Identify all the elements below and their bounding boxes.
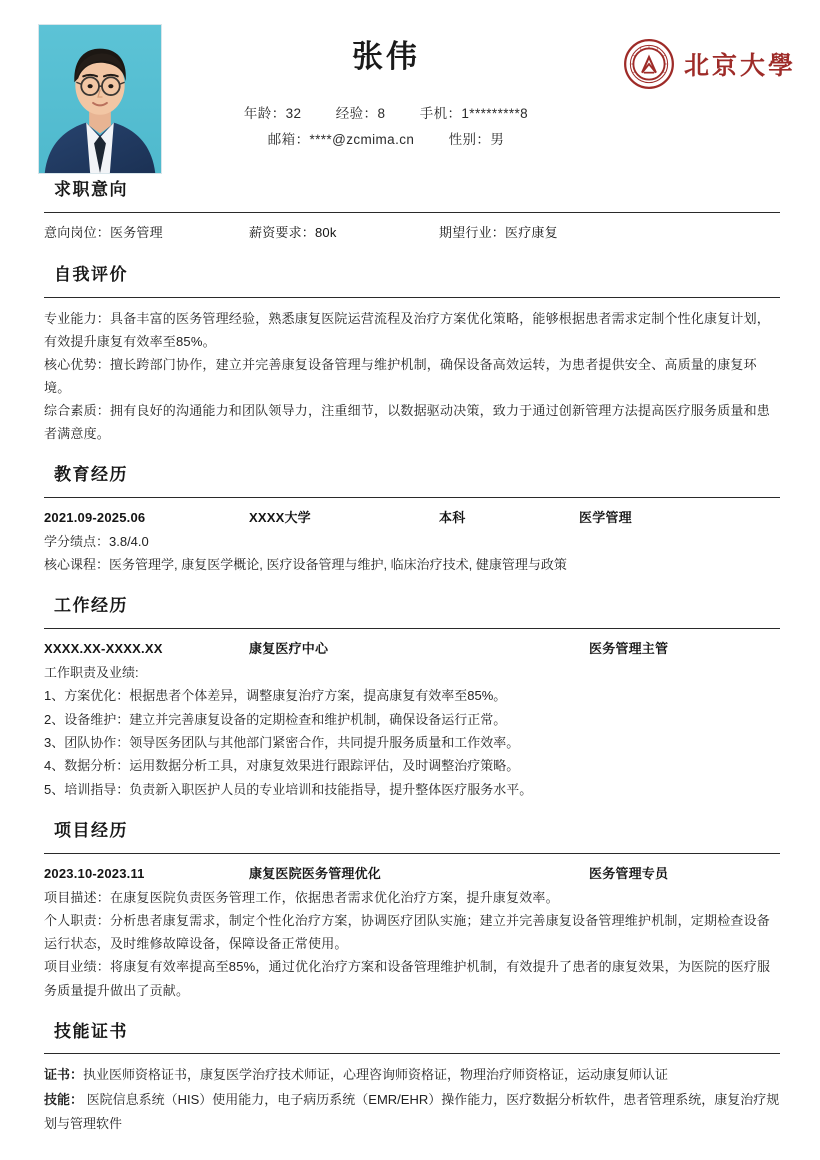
meta-age-label: 年龄： xyxy=(243,106,286,122)
work-duty-item: 3、团队协作：领导医务团队与其他部门紧密合作，共同提升服务质量和工作效率。 xyxy=(44,735,520,751)
meta-age-value: 32 xyxy=(285,106,302,122)
education-school: XXXX大学 xyxy=(249,510,311,526)
skills-label: 技能： xyxy=(44,1091,84,1107)
work-duty-item: 1、方案优化：根据患者个体差异，调整康复治疗方案，提高康复有效率至85%。 xyxy=(44,688,507,704)
work-duty-item: 4、数据分析：运用数据分析工具，对康复效果进行跟踪评估，及时调整治疗策略。 xyxy=(44,758,520,774)
work-date: XXXX.XX-XXXX.XX xyxy=(44,641,163,657)
section-divider xyxy=(44,628,780,629)
portrait-illustration xyxy=(39,25,161,173)
meta-gender xyxy=(449,127,505,153)
meta-gender-label: 性别： xyxy=(448,131,491,147)
skills-line xyxy=(44,1088,780,1136)
university-name: 北京大學 xyxy=(683,51,796,80)
project-description: 项目描述：在康复医院负责医务管理工作，依据患者需求优化治疗方案，提升康复效率。 xyxy=(44,890,559,906)
intent-industry: 期望行业：医疗康复 xyxy=(439,224,558,240)
section-divider xyxy=(44,853,780,854)
meta-phone xyxy=(420,101,528,127)
project-entry-row xyxy=(44,863,780,882)
section-skills-certificates xyxy=(0,1020,820,1136)
section-intent-heading xyxy=(44,178,780,208)
spacer xyxy=(0,801,820,819)
self-eval-paragraph: 核心优势：擅长跨部门协作，建立并完善康复设备管理与维护机制，确保设备高效运转，为患者提供安全、高质量的康复环境。 xyxy=(44,356,757,395)
self-eval-paragraph: 专业能力：具备丰富的医务管理经验，熟悉康复医院运营流程及治疗方案优化策略，能够根据患者需求定制个性化康复计划，有效提升康复有效率至85%。 xyxy=(44,310,771,349)
section-self-eval-title: 自我评价 xyxy=(54,264,128,284)
education-gpa: 学分绩点：3.8/4.0 xyxy=(44,534,149,550)
education-major: 医学管理 xyxy=(579,510,632,526)
section-education-heading xyxy=(44,463,780,493)
section-self-eval-heading xyxy=(44,263,780,293)
education-entry-row xyxy=(44,507,780,526)
section-work-experience xyxy=(0,594,820,801)
meta-experience-label: 经验： xyxy=(335,106,378,122)
certificates-label: 证书： xyxy=(44,1067,84,1083)
meta-line-1 xyxy=(172,101,600,127)
project-date: 2023.10-2023.11 xyxy=(44,866,145,882)
meta-line-2 xyxy=(172,127,600,153)
resume-header xyxy=(0,0,820,178)
section-intent-title: 求职意向 xyxy=(54,180,128,199)
work-role: 医务管理主管 xyxy=(589,641,669,657)
spacer xyxy=(0,576,820,594)
education-courses: 核心课程：医务管理学, 康复医学概论, 医疗设备管理与维护, 临床治疗技术, 健康管理与政策 xyxy=(44,557,567,573)
spacer xyxy=(0,1002,820,1020)
meta-email-label: 邮箱： xyxy=(267,131,310,147)
intent-salary: 薪资要求：80k xyxy=(249,224,337,240)
profile-photo xyxy=(38,24,162,174)
meta-experience xyxy=(336,101,386,127)
skills-value: 医院信息系统（HIS）使用能力，电子病历系统（EMR/EHR）操作能力，医疗数据分析软件，患者管理系统，康复治疗规划与管理软件 xyxy=(44,1091,780,1131)
section-skills-title: 技能证书 xyxy=(54,1021,128,1041)
page-title: 张伟 xyxy=(352,39,420,74)
section-project-title: 项目经历 xyxy=(54,821,128,841)
education-date: 2021.09-2025.06 xyxy=(44,510,146,526)
meta-phone-label: 手机： xyxy=(419,106,462,122)
section-education xyxy=(0,463,820,576)
project-responsibility: 个人职责：分析患者康复需求，制定个性化治疗方案，协调医疗团队实施；建立并完善康复设备管理维护机制，定期检查设备运行状态，及时维修故障设备，保障设备正常使用。 xyxy=(44,913,771,952)
section-divider xyxy=(44,497,780,498)
section-work-title: 工作经历 xyxy=(54,596,128,616)
intent-position: 意向岗位：医务管理 xyxy=(44,224,163,240)
certificates-line xyxy=(44,1063,780,1087)
section-divider xyxy=(44,1053,780,1054)
meta-email xyxy=(268,127,415,153)
certificates-value: 执业医师资格证书，康复医学治疗技术师证，心理咨询师资格证，物理治疗师资格证，运动康复师认证 xyxy=(83,1067,669,1083)
project-body xyxy=(44,886,780,1002)
meta-experience-value: 8 xyxy=(377,106,386,122)
project-achievement: 项目业绩：将康复有效率提高至85%，通过优化治疗方案和设备管理维护机制，有效提升了患者的康复效果，为医院的医疗服务质量提升做出了贡献。 xyxy=(44,959,771,998)
project-role: 医务管理专员 xyxy=(589,866,669,882)
section-divider xyxy=(44,297,780,298)
meta-email-value: ****@zcmima.cn xyxy=(309,131,415,147)
section-project-heading xyxy=(44,819,780,849)
self-eval-body xyxy=(44,307,780,446)
peking-university-seal-icon xyxy=(623,38,675,90)
spacer xyxy=(0,245,820,263)
section-self-evaluation xyxy=(0,263,820,446)
project-name: 康复医院医务管理优化 xyxy=(249,866,382,882)
meta-gender-value: 男 xyxy=(490,131,505,147)
meta-phone-value: 1*********8 xyxy=(461,106,529,122)
intent-fields-row xyxy=(44,222,780,241)
meta-age xyxy=(244,101,302,127)
work-duty-item: 2、设备维护：建立并完善康复设备的定期检查和维护机制，确保设备运行正常。 xyxy=(44,711,507,727)
section-job-intent xyxy=(0,178,820,241)
work-entry-row xyxy=(44,638,780,657)
header-identity xyxy=(162,24,610,152)
section-education-title: 教育经历 xyxy=(54,465,128,485)
section-work-heading xyxy=(44,594,780,624)
section-divider xyxy=(44,212,780,213)
education-degree: 本科 xyxy=(439,510,466,526)
work-duty-item: 5、培训指导：负责新入职医护人员的专业培训和技能指导，提升整体医疗服务水平。 xyxy=(44,781,533,797)
section-project-experience xyxy=(0,819,820,1001)
self-eval-paragraph: 综合素质：拥有良好的沟通能力和团队领导力，注重细节，以数据驱动决策，致力于通过创新管理方法提高医疗服务质量和患者满意度。 xyxy=(44,403,771,442)
work-company: 康复医疗中心 xyxy=(249,641,329,657)
university-logo xyxy=(610,24,796,90)
section-skills-heading xyxy=(44,1020,780,1050)
spacer xyxy=(0,445,820,463)
work-subtitle: 工作职责及业绩: xyxy=(44,665,139,681)
